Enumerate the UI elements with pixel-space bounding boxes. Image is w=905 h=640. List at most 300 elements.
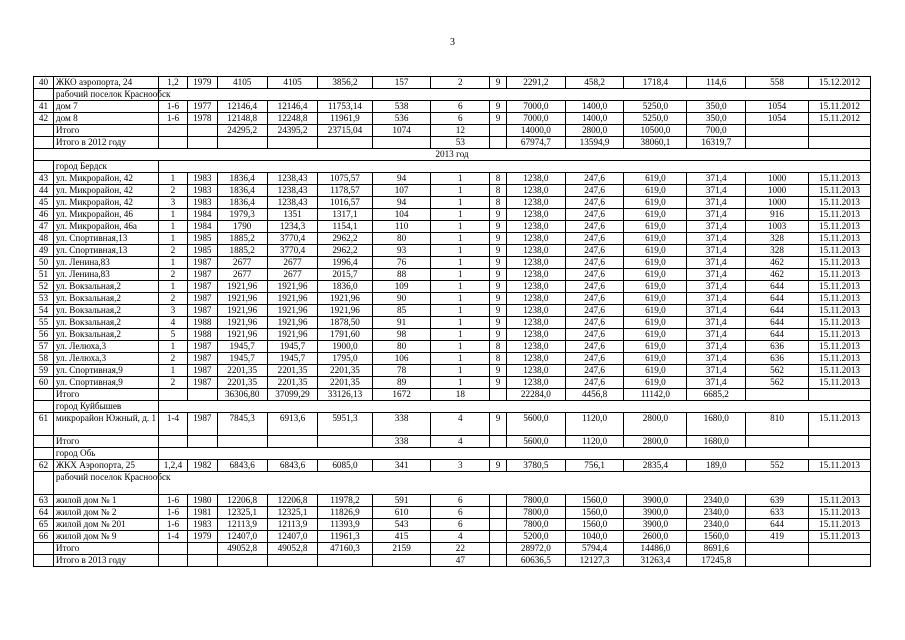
cell-s3: 619,0 xyxy=(624,185,687,197)
cell-sec: 1 xyxy=(158,341,187,353)
cell-sec: 2 xyxy=(158,269,187,281)
cell-date: 15.11.2012 xyxy=(809,101,871,113)
table-row xyxy=(34,281,871,293)
cell-a1 xyxy=(217,137,267,149)
cell-a1: 4105 xyxy=(217,77,267,89)
cell-a3: 1795,0 xyxy=(318,353,373,365)
cell-addr: жилой дом № 2 xyxy=(53,507,158,519)
cell-p: 80 xyxy=(372,233,431,245)
cell-s4: 6685,2 xyxy=(687,389,746,401)
cell-a1: 12146,4 xyxy=(217,101,267,113)
cell-s2: 247,6 xyxy=(565,317,624,329)
cell-s3: 38060,1 xyxy=(624,137,687,149)
cell-s1: 1238,0 xyxy=(506,317,565,329)
cell-addr: ул. Вокзальная,2 xyxy=(53,317,158,329)
cell-year: 1979 xyxy=(188,77,217,89)
cell-n: 40 xyxy=(34,77,54,89)
cell-s4: 371,4 xyxy=(687,317,746,329)
cell-addr: ул. Микрорайон, 42 xyxy=(53,185,158,197)
cell-addr: ЖКО аэропорта, 24 xyxy=(53,77,158,89)
cell-k: 1 xyxy=(431,317,490,329)
cell-code: 1000 xyxy=(746,173,809,185)
cell-s1: 1238,0 xyxy=(506,377,565,389)
cell-fl xyxy=(490,137,507,149)
cell-addr: жилой дом № 9 xyxy=(53,531,158,543)
cell-addr: ул. Лелюха,3 xyxy=(53,341,158,353)
cell-year: 1987 xyxy=(188,305,217,317)
cell-addr: ул. Спортивная,9 xyxy=(53,365,158,377)
cell-k: 1 xyxy=(431,293,490,305)
cell-code: 1000 xyxy=(746,185,809,197)
cell-s3: 619,0 xyxy=(624,377,687,389)
cell-k: 1 xyxy=(431,209,490,221)
cell-a2: 49052,8 xyxy=(267,543,317,555)
cell-s1: 1238,0 xyxy=(506,365,565,377)
cell-fl: 9 xyxy=(490,281,507,293)
cell-s4: 700,0 xyxy=(687,125,746,137)
cell-fl: 9 xyxy=(490,377,507,389)
cell-n: 50 xyxy=(34,257,54,269)
cell-a2: 37099,29 xyxy=(267,389,317,401)
cell-year: 1985 xyxy=(188,245,217,257)
cell-a2: 3770,4 xyxy=(267,233,317,245)
cell-s2: 247,6 xyxy=(565,185,624,197)
cell-a3 xyxy=(318,555,373,567)
cell-date: 15.11.2013 xyxy=(809,365,871,377)
cell-sec: 1-6 xyxy=(158,101,187,113)
cell-date: 15.11.2013 xyxy=(809,353,871,365)
cell-fl: 9 xyxy=(490,460,507,472)
cell-k: 22 xyxy=(431,543,490,555)
cell-a1: 49052,8 xyxy=(217,543,267,555)
cell-a1: 1885,2 xyxy=(217,245,267,257)
cell-s1: 1238,0 xyxy=(506,269,565,281)
cell-code: 462 xyxy=(746,257,809,269)
cell-sec: 2 xyxy=(158,245,187,257)
cell-code: 639 xyxy=(746,495,809,507)
cell-k: 1 xyxy=(431,257,490,269)
cell-addr: ул. Ленина,83 xyxy=(53,269,158,281)
cell-fl xyxy=(490,389,507,401)
cell-a3 xyxy=(318,436,373,448)
cell-s3: 619,0 xyxy=(624,341,687,353)
cell-a1: 1790 xyxy=(217,221,267,233)
cell-fl: 9 xyxy=(490,233,507,245)
cell-year: 1982 xyxy=(188,460,217,472)
cell-code: 644 xyxy=(746,329,809,341)
group-header-row xyxy=(34,161,871,173)
cell-year: 1987 xyxy=(188,281,217,293)
cell-year: 1987 xyxy=(188,293,217,305)
cell-fl xyxy=(490,436,507,448)
cell-sec: 1-4 xyxy=(158,413,187,436)
cell-p: 110 xyxy=(372,221,431,233)
cell-empty xyxy=(158,89,870,101)
cell-s2: 1120,0 xyxy=(565,413,624,436)
cell-a3: 23715,04 xyxy=(318,125,373,137)
cell-a2: 2677 xyxy=(267,269,317,281)
cell-date: 15.11.2013 xyxy=(809,209,871,221)
cell-n: 42 xyxy=(34,113,54,125)
cell-s3: 619,0 xyxy=(624,245,687,257)
cell-date: 15.11.2013 xyxy=(809,460,871,472)
cell-code: 328 xyxy=(746,245,809,257)
cell-code xyxy=(746,543,809,555)
cell-a1: 1921,96 xyxy=(217,305,267,317)
cell-a2: 12206,8 xyxy=(267,495,317,507)
cell-sec xyxy=(158,125,187,137)
cell-a1: 1921,96 xyxy=(217,329,267,341)
cell-fl xyxy=(490,495,507,507)
table-row xyxy=(34,317,871,329)
cell-year: 1983 xyxy=(188,519,217,531)
page-number: 3 xyxy=(450,37,455,48)
cell-code xyxy=(746,555,809,567)
cell-s3: 619,0 xyxy=(624,221,687,233)
cell-k: 1 xyxy=(431,233,490,245)
cell-fl: 9 xyxy=(490,245,507,257)
cell-a1: 2677 xyxy=(217,269,267,281)
cell-year: 1984 xyxy=(188,221,217,233)
cell-fl: 9 xyxy=(490,257,507,269)
cell-p: 543 xyxy=(372,519,431,531)
cell-date: 15.11.2013 xyxy=(809,413,871,436)
cell-a3: 11961,9 xyxy=(318,113,373,125)
cell-empty xyxy=(34,161,54,173)
table-row xyxy=(34,185,871,197)
group-label: город Обь xyxy=(53,448,158,460)
cell-n: 56 xyxy=(34,329,54,341)
cell-sec: 2 xyxy=(158,185,187,197)
group-label: рабочий поселок Краснообск xyxy=(53,472,158,495)
cell-empty xyxy=(158,448,870,460)
cell-year xyxy=(188,137,217,149)
cell-k: 6 xyxy=(431,113,490,125)
table-row xyxy=(34,77,871,89)
cell-year xyxy=(188,389,217,401)
cell-s4: 371,4 xyxy=(687,305,746,317)
cell-s4: 371,4 xyxy=(687,233,746,245)
cell-empty xyxy=(158,161,870,173)
cell-a2: 2201,35 xyxy=(267,365,317,377)
cell-a2 xyxy=(267,436,317,448)
cell-year: 1985 xyxy=(188,233,217,245)
cell-sec xyxy=(158,389,187,401)
cell-s1: 1238,0 xyxy=(506,305,565,317)
cell-a1: 1836,4 xyxy=(217,185,267,197)
cell-empty xyxy=(34,89,54,101)
cell-s1: 1238,0 xyxy=(506,293,565,305)
cell-a1: 12325,1 xyxy=(217,507,267,519)
cell-date xyxy=(809,137,871,149)
cell-a1 xyxy=(217,436,267,448)
cell-a3: 2962,2 xyxy=(318,245,373,257)
cell-n xyxy=(34,137,54,149)
cell-s3: 619,0 xyxy=(624,173,687,185)
cell-a1 xyxy=(217,555,267,567)
cell-s2: 247,6 xyxy=(565,173,624,185)
cell-sec xyxy=(158,436,187,448)
cell-p: 104 xyxy=(372,209,431,221)
cell-k: 6 xyxy=(431,101,490,113)
cell-n: 47 xyxy=(34,221,54,233)
cell-a1: 12407,0 xyxy=(217,531,267,543)
cell-s1: 1238,0 xyxy=(506,341,565,353)
cell-code: 636 xyxy=(746,353,809,365)
cell-s2: 247,6 xyxy=(565,365,624,377)
cell-s1: 1238,0 xyxy=(506,173,565,185)
cell-p: 80 xyxy=(372,341,431,353)
cell-p: 93 xyxy=(372,245,431,257)
cell-s2: 2800,0 xyxy=(565,125,624,137)
cell-p: 94 xyxy=(372,173,431,185)
cell-n: 65 xyxy=(34,519,54,531)
cell-empty xyxy=(34,448,54,460)
cell-year xyxy=(188,555,217,567)
cell-s3: 619,0 xyxy=(624,305,687,317)
cell-a2: 2677 xyxy=(267,257,317,269)
cell-date: 15.11.2013 xyxy=(809,329,871,341)
table-row xyxy=(34,495,871,507)
cell-a3: 11393,9 xyxy=(318,519,373,531)
cell-a2: 12146,4 xyxy=(267,101,317,113)
cell-s1: 1238,0 xyxy=(506,233,565,245)
cell-s4: 371,4 xyxy=(687,329,746,341)
cell-code: 562 xyxy=(746,365,809,377)
cell-s2: 247,6 xyxy=(565,293,624,305)
cell-s2: 13594,9 xyxy=(565,137,624,149)
cell-code: 644 xyxy=(746,317,809,329)
cell-k: 6 xyxy=(431,495,490,507)
cell-a1: 2677 xyxy=(217,257,267,269)
cell-s3: 11142,0 xyxy=(624,389,687,401)
cell-k: 1 xyxy=(431,329,490,341)
cell-s4: 8691,6 xyxy=(687,543,746,555)
total-row xyxy=(34,543,871,555)
table-row xyxy=(34,507,871,519)
cell-s1: 3780,5 xyxy=(506,460,565,472)
cell-code xyxy=(746,125,809,137)
cell-s3: 2835,4 xyxy=(624,460,687,472)
cell-n: 45 xyxy=(34,197,54,209)
cell-s4: 371,4 xyxy=(687,257,746,269)
table-row xyxy=(34,293,871,305)
cell-s3: 619,0 xyxy=(624,293,687,305)
cell-code: 1054 xyxy=(746,101,809,113)
total-row xyxy=(34,436,871,448)
cell-a1: 1921,96 xyxy=(217,281,267,293)
cell-a3: 6085,0 xyxy=(318,460,373,472)
cell-date: 15.11.2013 xyxy=(809,233,871,245)
cell-date: 15.11.2013 xyxy=(809,507,871,519)
cell-a3: 11978,2 xyxy=(318,495,373,507)
cell-a1: 2201,35 xyxy=(217,365,267,377)
cell-k: 53 xyxy=(431,137,490,149)
table-row xyxy=(34,113,871,125)
cell-s1: 1238,0 xyxy=(506,221,565,233)
cell-s2: 1560,0 xyxy=(565,495,624,507)
cell-empty xyxy=(34,472,54,495)
cell-p: 338 xyxy=(372,413,431,436)
cell-a3: 11753,14 xyxy=(318,101,373,113)
cell-fl: 9 xyxy=(490,209,507,221)
cell-a1: 36306,80 xyxy=(217,389,267,401)
cell-addr: Итого в 2012 году xyxy=(53,137,158,149)
cell-s4: 1560,0 xyxy=(687,531,746,543)
cell-code: 810 xyxy=(746,413,809,436)
cell-s2: 1400,0 xyxy=(565,113,624,125)
cell-s2: 247,6 xyxy=(565,305,624,317)
cell-sec: 1-4 xyxy=(158,531,187,543)
cell-a1: 1979,3 xyxy=(217,209,267,221)
cell-year: 1987 xyxy=(188,353,217,365)
cell-n: 63 xyxy=(34,495,54,507)
table-row xyxy=(34,531,871,543)
cell-n: 53 xyxy=(34,293,54,305)
cell-s1: 1238,0 xyxy=(506,185,565,197)
cell-fl xyxy=(490,125,507,137)
cell-a2: 1921,96 xyxy=(267,305,317,317)
cell-p: 98 xyxy=(372,329,431,341)
cell-a3: 1836,0 xyxy=(318,281,373,293)
cell-s1: 28972,0 xyxy=(506,543,565,555)
cell-n xyxy=(34,389,54,401)
cell-s3: 619,0 xyxy=(624,329,687,341)
cell-fl: 8 xyxy=(490,185,507,197)
cell-p: 610 xyxy=(372,507,431,519)
cell-sec: 4 xyxy=(158,317,187,329)
cell-code: 644 xyxy=(746,281,809,293)
total-row xyxy=(34,125,871,137)
cell-code: 462 xyxy=(746,269,809,281)
cell-sec: 1 xyxy=(158,365,187,377)
cell-s4: 371,4 xyxy=(687,209,746,221)
cell-n: 60 xyxy=(34,377,54,389)
cell-fl: 9 xyxy=(490,113,507,125)
cell-date: 15.11.2013 xyxy=(809,173,871,185)
total-row xyxy=(34,389,871,401)
cell-n: 51 xyxy=(34,269,54,281)
cell-code: 558 xyxy=(746,77,809,89)
cell-s3: 5250,0 xyxy=(624,113,687,125)
cell-date xyxy=(809,436,871,448)
cell-date: 15.11.2013 xyxy=(809,281,871,293)
cell-empty xyxy=(158,401,870,413)
cell-k: 1 xyxy=(431,305,490,317)
cell-a3: 1921,96 xyxy=(318,293,373,305)
cell-s4: 2340,0 xyxy=(687,519,746,531)
cell-s1: 1238,0 xyxy=(506,245,565,257)
cell-n: 54 xyxy=(34,305,54,317)
cell-s1: 22284,0 xyxy=(506,389,565,401)
group-label: город Куйбышев xyxy=(53,401,158,413)
cell-p: 91 xyxy=(372,317,431,329)
cell-s4: 371,4 xyxy=(687,269,746,281)
cell-s1: 5600,0 xyxy=(506,413,565,436)
cell-a3: 1178,57 xyxy=(318,185,373,197)
cell-s3: 31263,4 xyxy=(624,555,687,567)
cell-k: 1 xyxy=(431,377,490,389)
cell-fl: 9 xyxy=(490,329,507,341)
table-row xyxy=(34,209,871,221)
cell-k: 1 xyxy=(431,269,490,281)
cell-a2: 1945,7 xyxy=(267,353,317,365)
cell-p: 106 xyxy=(372,353,431,365)
cell-code: 328 xyxy=(746,233,809,245)
cell-p: 338 xyxy=(372,436,431,448)
table-row xyxy=(34,329,871,341)
cell-k: 1 xyxy=(431,173,490,185)
cell-s3: 619,0 xyxy=(624,269,687,281)
total-row xyxy=(34,137,871,149)
cell-year xyxy=(188,125,217,137)
cell-a1: 12113,9 xyxy=(217,519,267,531)
cell-s1: 5200,0 xyxy=(506,531,565,543)
cell-s3: 5250,0 xyxy=(624,101,687,113)
cell-s4: 2340,0 xyxy=(687,507,746,519)
cell-k: 2 xyxy=(431,77,490,89)
cell-p: 2159 xyxy=(372,543,431,555)
cell-addr: ул. Микрорайон, 46а xyxy=(53,221,158,233)
cell-a2: 4105 xyxy=(267,77,317,89)
cell-a1: 12148,8 xyxy=(217,113,267,125)
cell-a2: 3770,4 xyxy=(267,245,317,257)
cell-s2: 247,6 xyxy=(565,353,624,365)
cell-k: 6 xyxy=(431,519,490,531)
cell-s2: 247,6 xyxy=(565,377,624,389)
cell-s2: 1560,0 xyxy=(565,507,624,519)
cell-addr: Итого в 2013 году xyxy=(53,555,158,567)
cell-year: 1980 xyxy=(188,495,217,507)
cell-s3: 3900,0 xyxy=(624,519,687,531)
cell-k: 4 xyxy=(431,413,490,436)
cell-fl xyxy=(490,519,507,531)
cell-addr: Итого xyxy=(53,543,158,555)
cell-s4: 2340,0 xyxy=(687,495,746,507)
cell-s2: 1040,0 xyxy=(565,531,624,543)
cell-fl: 9 xyxy=(490,305,507,317)
cell-a1: 1836,4 xyxy=(217,197,267,209)
cell-n: 49 xyxy=(34,245,54,257)
table-row xyxy=(34,173,871,185)
cell-fl xyxy=(490,543,507,555)
cell-s4: 371,4 xyxy=(687,197,746,209)
cell-year: 1988 xyxy=(188,329,217,341)
cell-p: 90 xyxy=(372,293,431,305)
cell-n: 46 xyxy=(34,209,54,221)
cell-k: 1 xyxy=(431,197,490,209)
cell-code: 916 xyxy=(746,209,809,221)
cell-a2: 1234,3 xyxy=(267,221,317,233)
cell-s3: 1718,4 xyxy=(624,77,687,89)
cell-p: 85 xyxy=(372,305,431,317)
cell-date: 15.11.2013 xyxy=(809,269,871,281)
cell-fl: 9 xyxy=(490,365,507,377)
cell-s3: 619,0 xyxy=(624,233,687,245)
cell-sec: 1,2,4 xyxy=(158,460,187,472)
cell-a1: 7845,3 xyxy=(217,413,267,436)
cell-sec: 1 xyxy=(158,281,187,293)
cell-s2: 247,6 xyxy=(565,341,624,353)
cell-n: 61 xyxy=(34,413,54,436)
year-label: 2013 год xyxy=(34,149,871,161)
cell-s3: 619,0 xyxy=(624,365,687,377)
table-row xyxy=(34,305,871,317)
cell-n: 48 xyxy=(34,233,54,245)
cell-s2: 1560,0 xyxy=(565,519,624,531)
cell-s4: 371,4 xyxy=(687,173,746,185)
cell-s1: 1238,0 xyxy=(506,329,565,341)
